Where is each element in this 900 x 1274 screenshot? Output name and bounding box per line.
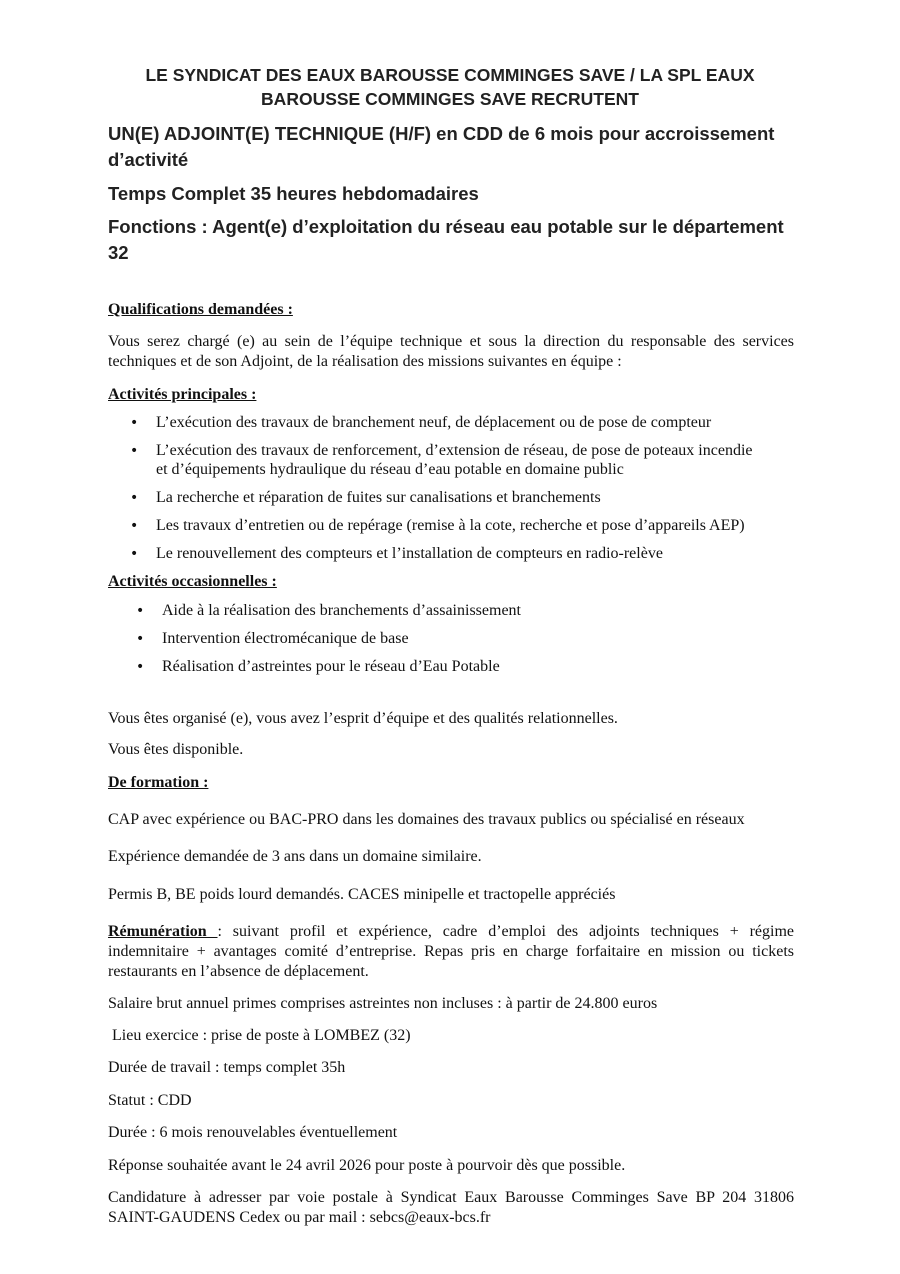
function-line-2: 32 (108, 242, 129, 263)
bullet-icon (130, 441, 138, 449)
main-activity-item: L’exécution des travaux de renforcement, d’extension de réseau, de pose de poteaux incendie (156, 442, 753, 459)
contract-duration-line: Durée : 6 mois renouvelables éventuellement (108, 1124, 398, 1141)
qualifications-intro: Vous serez chargé (e) au sein de l’équipe technique et sous la direction du responsable des services techniques et de son Adjoint, de la réalisation des missions suivantes en équipe : (108, 333, 794, 370)
training-experience: Expérience demandée de 3 ans dans un domaine similaire. (108, 848, 482, 865)
title-line-1: LE SYNDICAT DES EAUX BAROUSSE COMMINGES SAVE / LA SPL EAUX (145, 65, 755, 85)
remuneration-text: : suivant profil et expérience, cadre d’emploi des adjoints techniques + régime indemnitaire + avantages comité d’entreprise. Repas pris en charge forfaitaire en mission ou tickets restaurants en l’absence de déplacement. (108, 923, 795, 980)
profile-available: Vous êtes disponible. (108, 741, 244, 758)
training-cap: CAP avec expérience ou BAC-PRO dans les domaines des travaux publics ou spécialisé en réseaux (108, 811, 745, 828)
remuneration-paragraph (108, 922, 794, 982)
main-activity-item: Le renouvellement des compteurs et l’installation de compteurs en radio-relève (156, 545, 663, 562)
bullet-icon (136, 629, 144, 637)
bullet-icon (130, 413, 138, 421)
status-line: Statut : CDD (108, 1092, 192, 1109)
position-line-1: UN(E) ADJOINT(E) TECHNIQUE (H/F) en CDD de 6 mois pour accroissement (108, 123, 775, 144)
bullet-icon (136, 657, 144, 665)
hours-heading: Temps Complet 35 heures hebdomadaires (108, 183, 479, 204)
bullet-icon (136, 601, 144, 609)
main-activity-item: Les travaux d’entretien ou de repérage (remise à la cote, recherche et pose d’appareils AEP) (156, 517, 745, 534)
application-address: Candidature à adresser par voie postale à Syndicat Eaux Barousse Comminges Save BP 204 31806 SAINT-GAUDENS Cedex ou par mail : sebcs@eaux-bcs.fr (108, 1189, 794, 1226)
response-deadline-line: Réponse souhaitée avant le 24 avril 2026 pour poste à pourvoir dès que possible. (108, 1157, 626, 1174)
location-line: Lieu exercice : prise de poste à LOMBEZ (32) (108, 1027, 411, 1044)
position-line-2: d’activité (108, 149, 189, 170)
function-heading (108, 214, 798, 266)
profile-organized: Vous êtes organisé (e), vous avez l’esprit d’équipe et des qualités relationnelles. (108, 710, 618, 727)
occasional-activity-item: Réalisation d’astreintes pour le réseau d’Eau Potable (162, 658, 500, 675)
main-activity-item: L’exécution des travaux de branchement neuf, de déplacement ou de pose de compteur (156, 414, 712, 431)
qualifications-heading: Qualifications demandées : (108, 301, 293, 318)
main-activities-heading: Activités principales : (108, 386, 257, 403)
bullet-icon (130, 488, 138, 496)
remuneration-heading: Rémunération (108, 923, 218, 940)
function-line-1: Fonctions : Agent(e) d’exploitation du réseau eau potable sur le département (108, 216, 784, 237)
main-activity-item-continued: et d’équipements hydraulique du réseau d’eau potable en domaine public (156, 461, 624, 478)
title-line-2: BAROUSSE COMMINGES SAVE RECRUTENT (261, 89, 639, 109)
salary-line: Salaire brut annuel primes comprises astreintes non incluses : à partir de 24.800 euros (108, 995, 658, 1012)
bullet-icon (130, 516, 138, 524)
work-duration-line: Durée de travail : temps complet 35h (108, 1059, 346, 1076)
occasional-activities-heading: Activités occasionnelles : (108, 573, 277, 590)
training-permits: Permis B, BE poids lourd demandés. CACES minipelle et tractopelle appréciés (108, 886, 616, 903)
bullet-icon (130, 544, 138, 552)
occasional-activity-item: Intervention électromécanique de base (162, 630, 409, 647)
main-activity-item: La recherche et réparation de fuites sur canalisations et branchements (156, 489, 601, 506)
occasional-activity-item: Aide à la réalisation des branchements d’assainissement (162, 602, 521, 619)
training-heading: De formation : (108, 774, 209, 791)
position-heading (108, 121, 798, 173)
document-title (108, 63, 792, 111)
